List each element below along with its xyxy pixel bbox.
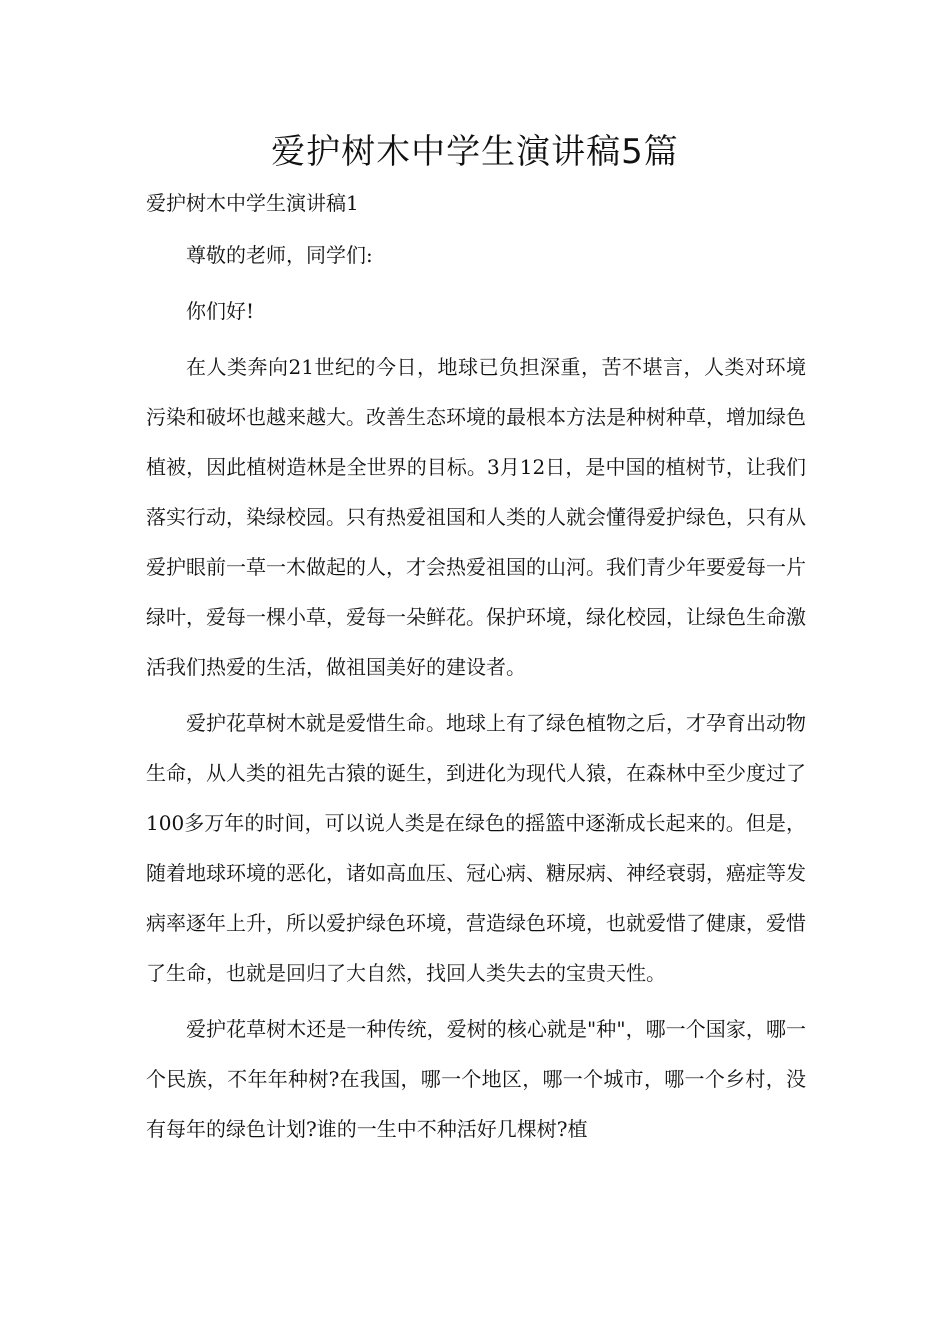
document-title: 爱护树木中学生演讲稿5篇 — [271, 132, 679, 172]
paragraph-tradition: 爱护花草树木还是一种传统，爱树的核心就是"种"，哪一个国家，哪一个民族，不年年种树?在我国，哪一个地区，哪一个城市，哪一个乡村，没有每年的绿色计划?谁的一生中不种活好几棵树?植 — [146, 1017, 806, 1141]
paragraph-cherish-life: 爱护花草树木就是爱惜生命。地球上有了绿色植物之后，才孕育出动物生命，从人类的祖先古猿的诞生，到进化为现代人猿，在森林中至少度过了100多万年的时间，可以说人类是在绿色的摇篮中逐渐成长起来的。但是，随着地球环境的恶化，诸如高血压、冠心病、糖尿病、神经衰弱，癌症等发病率逐年上升，所以爱护绿色环境，营造绿色环境，也就爱惜了健康，爱惜了生命，也就是回归了大自然，找回人类失去的宝贵天性。 — [146, 711, 806, 985]
paragraph-salutation: 尊敬的老师，同学们: — [186, 243, 373, 267]
document-body — [146, 186, 806, 1160]
paragraph-greeting: 你们好! — [186, 299, 255, 323]
section-heading: 爱护树木中学生演讲稿1 — [146, 191, 359, 215]
paragraph-environment: 在人类奔向21世纪的今日，地球已负担深重，苦不堪言，人类对环境污染和破坏也越来越大。改善生态环境的最根本方法是种树种草，增加绿色植被，因此植树造林是全世界的目标。3月12日，是中国的植树节，让我们落实行动，染绿校园。只有热爱祖国和人类的人就会懂得爱护绿色，只有从爱护眼前一草一木做起的人，才会热爱祖国的山河。我们青少年要爱每一片绿叶，爱每一棵小草，爱每一朵鲜花。保护环境，绿化校园，让绿色生命激活我们热爱的生活，做祖国美好的建设者。 — [146, 355, 806, 679]
